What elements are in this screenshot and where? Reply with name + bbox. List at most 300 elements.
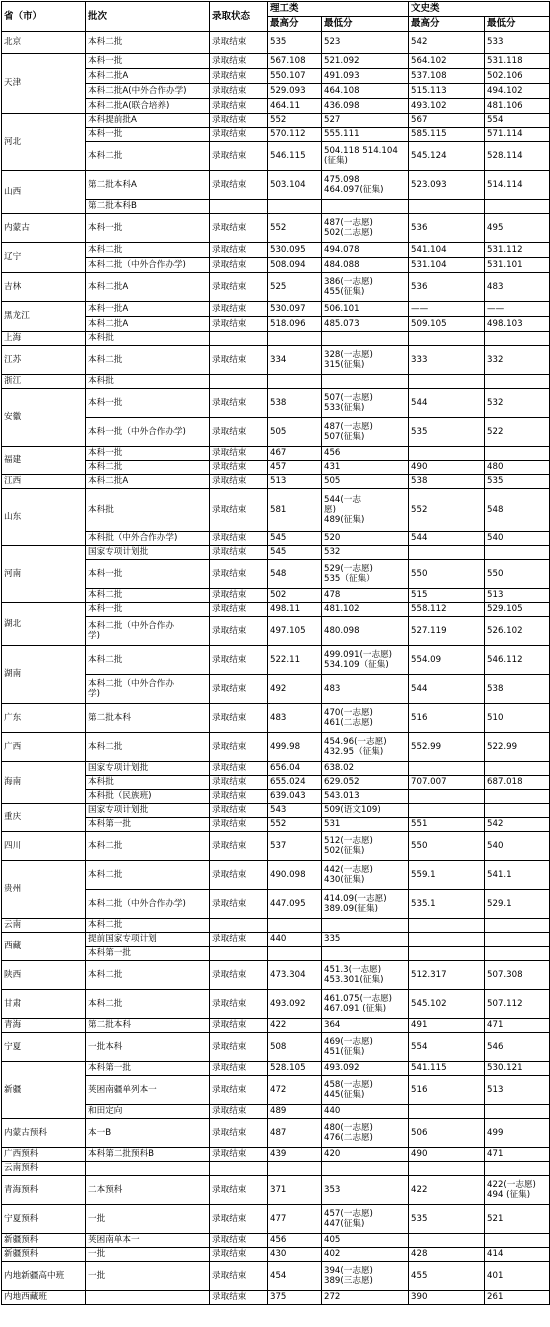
status-cell: 录取结束	[210, 861, 268, 890]
liberal-max-cell: 541.104	[409, 243, 485, 258]
science-min-cell: 414.09(一志愿) 389.09(征集)	[322, 890, 409, 919]
table-row	[2, 1205, 550, 1234]
science-max-cell: 552	[268, 114, 322, 128]
liberal-max-cell: 493.102	[409, 99, 485, 114]
batch-cell: 本科一批	[86, 447, 210, 461]
liberal-min-cell: 554	[485, 114, 550, 128]
science-min-cell: 335	[322, 933, 409, 947]
science-max-cell: 334	[268, 346, 322, 375]
batch-cell: 荚困南疆单列本一	[86, 1076, 210, 1105]
status-cell: 录取结束	[210, 128, 268, 142]
liberal-max-cell: 542	[409, 32, 485, 54]
liberal-min-cell	[485, 200, 550, 214]
liberal-max-cell	[409, 1105, 485, 1119]
science-max-cell: 371	[268, 1176, 322, 1205]
liberal-min-cell: 531.112	[485, 243, 550, 258]
liberal-min-cell	[485, 375, 550, 389]
science-min-cell: 480(一志愿) 476(二志愿)	[322, 1119, 409, 1148]
science-max-cell: 552	[268, 818, 322, 832]
liberal-max-cell	[409, 200, 485, 214]
batch-cell: 本科二批	[86, 461, 210, 475]
status-cell: 录取结束	[210, 273, 268, 302]
table-body	[2, 32, 550, 1305]
batch-cell: 荚困南单本一	[86, 1234, 210, 1248]
batch-cell: 国家专项计划批	[86, 762, 210, 776]
batch-cell: 本科二批A	[86, 475, 210, 489]
liberal-max-cell: 515.113	[409, 84, 485, 99]
province-cell: 重庆	[2, 804, 86, 832]
province-cell: 内蒙古预科	[2, 1119, 86, 1148]
science-min-cell: 506.101	[322, 302, 409, 317]
liberal-min-cell: 538	[485, 675, 550, 704]
batch-cell	[86, 1291, 210, 1305]
batch-header: 批次	[86, 2, 210, 32]
science-min-cell: 394(一志愿) 389(三志愿)	[322, 1262, 409, 1291]
science-max-cell: 513	[268, 475, 322, 489]
liberal-max-cell	[409, 1234, 485, 1248]
liberal-max-cell: 506	[409, 1119, 485, 1148]
liberal-max-cell	[409, 1162, 485, 1176]
batch-cell: 一批	[86, 1262, 210, 1291]
table-row	[2, 832, 550, 861]
status-cell: 录取结束	[210, 961, 268, 990]
liberal-min-cell: 513	[485, 589, 550, 603]
science-max-cell: 639.043	[268, 790, 322, 804]
province-cell: 西藏	[2, 933, 86, 961]
status-cell: 录取结束	[210, 890, 268, 919]
liberal-max-cell: 550	[409, 832, 485, 861]
province-cell: 山东	[2, 489, 86, 546]
liberal-max-cell: 531.104	[409, 258, 485, 273]
science-min-cell: 431	[322, 461, 409, 475]
status-cell: 录取结束	[210, 84, 268, 99]
batch-cell	[86, 1162, 210, 1176]
liberal-max-cell: 333	[409, 346, 485, 375]
province-cell: 云南	[2, 919, 86, 933]
science-min-cell	[322, 200, 409, 214]
province-cell: 河南	[2, 546, 86, 603]
liberal-min-cell: 507.112	[485, 990, 550, 1019]
liberal-min-cell: 533	[485, 32, 550, 54]
table-row	[2, 346, 550, 375]
table-row	[2, 1019, 550, 1033]
batch-cell: 本科一批	[86, 128, 210, 142]
batch-cell: 第二批本科B	[86, 200, 210, 214]
table-row	[2, 32, 550, 54]
status-cell: 录取结束	[210, 1234, 268, 1248]
liberal-min-cell: 550	[485, 560, 550, 589]
science-max-cell: 497.105	[268, 617, 322, 646]
liberal-min-cell: 535	[485, 475, 550, 489]
science-header: 理工类	[268, 2, 409, 17]
liberal-min-cell	[485, 1162, 550, 1176]
science-min-cell	[322, 919, 409, 933]
province-cell: 山西	[2, 171, 86, 214]
status-cell	[210, 332, 268, 346]
science-min-cell: 475.098 464.097(征集)	[322, 171, 409, 200]
batch-cell: 本科一批	[86, 389, 210, 418]
science-max-cell: 537	[268, 832, 322, 861]
science-max-cell	[268, 332, 322, 346]
science-min-cell: 638.02	[322, 762, 409, 776]
science-min-header: 最低分	[322, 17, 409, 32]
batch-cell: 本科批	[86, 332, 210, 346]
science-min-cell: 507(一志愿) 533(征集)	[322, 389, 409, 418]
liberal-min-cell	[485, 1105, 550, 1119]
table-row	[2, 919, 550, 933]
liberal-max-cell	[409, 947, 485, 961]
batch-cell: 本科批	[86, 375, 210, 389]
science-max-cell: 570.112	[268, 128, 322, 142]
science-max-cell: 503.104	[268, 171, 322, 200]
admission-scores-table	[1, 1, 550, 1305]
status-cell: 录取结束	[210, 99, 268, 114]
science-min-cell: 451.3(一志愿) 453.301(征集)	[322, 961, 409, 990]
science-max-header: 最高分	[268, 17, 322, 32]
science-max-cell: 498.11	[268, 603, 322, 617]
liberal-max-cell: 491	[409, 1019, 485, 1033]
liberal-min-cell: 494.102	[485, 84, 550, 99]
province-cell: 吉林	[2, 273, 86, 302]
science-min-cell: 543.013	[322, 790, 409, 804]
liberal-max-cell: 585.115	[409, 128, 485, 142]
liberal-max-cell: 558.112	[409, 603, 485, 617]
table-row	[2, 1033, 550, 1062]
province-cell: 辽宁	[2, 243, 86, 273]
batch-cell: 二本预科	[86, 1176, 210, 1205]
batch-cell: 本科二批	[86, 589, 210, 603]
table-row	[2, 302, 550, 317]
science-min-cell: 461.075(一志愿) 467.091 (征集)	[322, 990, 409, 1019]
science-max-cell: 518.096	[268, 317, 322, 332]
liberal-min-cell: 541.1	[485, 861, 550, 890]
science-min-cell: 509(语文109)	[322, 804, 409, 818]
liberal-min-cell: 480	[485, 461, 550, 475]
province-cell: 湖北	[2, 603, 86, 646]
status-cell: 录取结束	[210, 1033, 268, 1062]
science-min-cell: 523	[322, 32, 409, 54]
liberal-max-cell: 544	[409, 675, 485, 704]
liberal-max-cell: 509.105	[409, 317, 485, 332]
batch-cell: 本科一批	[86, 54, 210, 69]
status-cell	[210, 947, 268, 961]
batch-cell: 国家专项计划批	[86, 546, 210, 560]
liberal-min-header: 最低分	[485, 17, 550, 32]
table-row	[2, 332, 550, 346]
status-cell: 录取结束	[210, 1205, 268, 1234]
table-row	[2, 1062, 550, 1076]
status-cell: 录取结束	[210, 832, 268, 861]
liberal-max-cell	[409, 762, 485, 776]
science-min-cell: 532	[322, 546, 409, 560]
status-cell: 录取结束	[210, 1062, 268, 1076]
science-min-cell: 480.098	[322, 617, 409, 646]
science-min-cell: 454.96(一志愿) 432.95（征集)	[322, 733, 409, 762]
science-min-cell: 478	[322, 589, 409, 603]
science-max-cell: 467	[268, 447, 322, 461]
province-cell: 江西	[2, 475, 86, 489]
batch-cell: 第二批本科	[86, 704, 210, 733]
science-max-cell: 457	[268, 461, 322, 475]
science-max-cell: 550.107	[268, 69, 322, 84]
science-max-cell: 508	[268, 1033, 322, 1062]
province-cell: 天津	[2, 54, 86, 114]
liberal-min-cell	[485, 790, 550, 804]
batch-cell: 本科第一批	[86, 818, 210, 832]
liberal-min-cell	[485, 546, 550, 560]
status-cell: 录取结束	[210, 243, 268, 258]
status-cell: 录取结束	[210, 1248, 268, 1262]
status-cell: 录取结束	[210, 69, 268, 84]
province-cell: 广西预科	[2, 1148, 86, 1162]
province-cell: 陕西	[2, 961, 86, 990]
table-row	[2, 646, 550, 675]
province-cell: 甘肃	[2, 990, 86, 1019]
liberal-max-cell: 544	[409, 389, 485, 418]
province-cell: 北京	[2, 32, 86, 54]
liberal-max-cell: 490	[409, 1148, 485, 1162]
science-min-cell: 487(一志愿) 502(二志愿)	[322, 214, 409, 243]
liberal-min-cell: 531.118	[485, 54, 550, 69]
status-cell: 录取结束	[210, 447, 268, 461]
batch-cell: 本科一批（中外合作办学)	[86, 418, 210, 447]
liberal-max-cell: 551	[409, 818, 485, 832]
liberal-min-cell: 687.018	[485, 776, 550, 790]
batch-cell: 一批	[86, 1248, 210, 1262]
batch-cell: 提前国家专项计划	[86, 933, 210, 947]
science-min-cell: 520	[322, 532, 409, 546]
science-min-cell: 483	[322, 675, 409, 704]
table-row	[2, 489, 550, 532]
science-min-cell: 386(一志愿) 455(征集)	[322, 273, 409, 302]
science-max-cell: 567.108	[268, 54, 322, 69]
table-row	[2, 273, 550, 302]
liberal-max-cell	[409, 933, 485, 947]
science-min-cell: 499.091(一志愿) 534.109（征集)	[322, 646, 409, 675]
science-max-cell: 493.092	[268, 990, 322, 1019]
liberal-min-cell: 502.106	[485, 69, 550, 84]
science-max-cell: 490.098	[268, 861, 322, 890]
science-max-cell: 489	[268, 1105, 322, 1119]
liberal-min-cell: 495	[485, 214, 550, 243]
science-min-cell: 493.092	[322, 1062, 409, 1076]
liberal-max-cell: 550	[409, 560, 485, 589]
liberal-min-cell: 521	[485, 1205, 550, 1234]
liberal-max-cell: 545.102	[409, 990, 485, 1019]
liberal-min-cell	[485, 332, 550, 346]
batch-cell: 本科二批	[86, 32, 210, 54]
status-cell: 录取结束	[210, 560, 268, 589]
province-cell: 宁夏	[2, 1033, 86, 1062]
science-max-cell: 472	[268, 1076, 322, 1105]
liberal-min-cell: 546.112	[485, 646, 550, 675]
liberal-max-cell: 390	[409, 1291, 485, 1305]
science-max-cell: 530.095	[268, 243, 322, 258]
status-cell: 录取结束	[210, 142, 268, 171]
table-row	[2, 214, 550, 243]
science-max-cell: 464.11	[268, 99, 322, 114]
status-header: 录取状态	[210, 2, 268, 32]
status-cell: 录取结束	[210, 1076, 268, 1105]
table-row	[2, 961, 550, 990]
liberal-min-cell: 548	[485, 489, 550, 532]
science-max-cell: 487	[268, 1119, 322, 1148]
science-min-cell: 442(一志愿) 430(征集)	[322, 861, 409, 890]
liberal-min-cell: 261	[485, 1291, 550, 1305]
batch-cell: 本科二批A(联合培养)	[86, 99, 210, 114]
liberal-min-cell: 514.114	[485, 171, 550, 200]
batch-cell: 本科二批	[86, 990, 210, 1019]
province-cell: 内地新疆高中班	[2, 1262, 86, 1291]
science-min-cell: 491.093	[322, 69, 409, 84]
liberal-min-cell: 571.114	[485, 128, 550, 142]
science-max-cell: 545	[268, 546, 322, 560]
science-min-cell: 440	[322, 1105, 409, 1119]
batch-cell: 本科批（中外合作办学)	[86, 532, 210, 546]
table-row	[2, 1234, 550, 1248]
table-row	[2, 1119, 550, 1148]
liberal-min-cell: 401	[485, 1262, 550, 1291]
batch-cell: 本科二批A(中外合作办学)	[86, 84, 210, 99]
batch-cell: 本科第一批	[86, 947, 210, 961]
status-cell	[210, 919, 268, 933]
science-min-cell: 457(一志愿) 447(征集)	[322, 1205, 409, 1234]
liberal-max-cell: 535	[409, 1205, 485, 1234]
status-cell: 录取结束	[210, 733, 268, 762]
science-max-cell: 499.98	[268, 733, 322, 762]
batch-cell: 本科一批A	[86, 302, 210, 317]
province-cell: 浙江	[2, 375, 86, 389]
science-max-cell: 581	[268, 489, 322, 532]
liberal-max-cell: 428	[409, 1248, 485, 1262]
status-cell: 录取结束	[210, 646, 268, 675]
liberal-max-cell	[409, 790, 485, 804]
science-max-cell: 656.04	[268, 762, 322, 776]
status-cell: 录取结束	[210, 1176, 268, 1205]
status-cell: 录取结束	[210, 1148, 268, 1162]
province-cell: 安徽	[2, 389, 86, 447]
status-cell: 录取结束	[210, 214, 268, 243]
liberal-min-cell: 510	[485, 704, 550, 733]
liberal-min-cell: 530.121	[485, 1062, 550, 1076]
liberal-max-cell: 564.102	[409, 54, 485, 69]
status-cell: 录取结束	[210, 54, 268, 69]
batch-cell: 本科提前批A	[86, 114, 210, 128]
status-cell: 录取结束	[210, 461, 268, 475]
liberal-min-cell: 542	[485, 818, 550, 832]
table-row	[2, 546, 550, 560]
batch-cell: 本科批	[86, 489, 210, 532]
science-min-cell: 529(一志愿) 535（征集）	[322, 560, 409, 589]
batch-cell: 本科二批	[86, 243, 210, 258]
table-row	[2, 447, 550, 461]
science-max-cell: 552	[268, 214, 322, 243]
batch-cell: 本科二批（中外合作办学)	[86, 258, 210, 273]
liberal-min-cell: 529.1	[485, 890, 550, 919]
liberal-min-cell	[485, 947, 550, 961]
liberal-min-cell: 483	[485, 273, 550, 302]
batch-cell: 一批	[86, 1205, 210, 1234]
science-max-cell: 525	[268, 273, 322, 302]
science-min-cell: 420	[322, 1148, 409, 1162]
liberal-max-cell: 515	[409, 589, 485, 603]
status-cell: 录取结束	[210, 933, 268, 947]
liberal-max-cell	[409, 375, 485, 389]
table-row	[2, 1248, 550, 1262]
liberal-min-cell: 526.102	[485, 617, 550, 646]
science-min-cell: 629.052	[322, 776, 409, 790]
liberal-max-cell	[409, 804, 485, 818]
liberal-min-cell: ——	[485, 302, 550, 317]
science-min-cell: 505	[322, 475, 409, 489]
liberal-max-cell: 545.124	[409, 142, 485, 171]
science-max-cell: 477	[268, 1205, 322, 1234]
batch-cell: 本科二批	[86, 919, 210, 933]
status-cell: 录取结束	[210, 1119, 268, 1148]
table-row	[2, 1291, 550, 1305]
batch-cell: 和田定向	[86, 1105, 210, 1119]
science-max-cell: 522.11	[268, 646, 322, 675]
status-cell: 录取结束	[210, 546, 268, 560]
science-min-cell: 464.108	[322, 84, 409, 99]
science-min-cell: 485.073	[322, 317, 409, 332]
science-min-cell: 470(一志愿) 461(二志愿)	[322, 704, 409, 733]
batch-cell: 本科批	[86, 776, 210, 790]
liberal-max-cell: ——	[409, 302, 485, 317]
province-cell: 新疆	[2, 1062, 86, 1119]
science-max-cell: 473.304	[268, 961, 322, 990]
table-row	[2, 475, 550, 489]
liberal-max-cell: 536	[409, 273, 485, 302]
batch-cell: 本科二批A	[86, 273, 210, 302]
province-cell: 新疆预科	[2, 1248, 86, 1262]
province-cell: 河北	[2, 114, 86, 171]
table-row	[2, 1162, 550, 1176]
science-max-cell: 492	[268, 675, 322, 704]
table-row	[2, 375, 550, 389]
status-cell	[210, 375, 268, 389]
liberal-max-cell: 535.1	[409, 890, 485, 919]
science-min-cell: 494.078	[322, 243, 409, 258]
status-cell: 录取结束	[210, 617, 268, 646]
batch-cell: 第二批本科A	[86, 171, 210, 200]
science-min-cell: 484.088	[322, 258, 409, 273]
province-cell: 四川	[2, 832, 86, 861]
province-cell: 新疆预科	[2, 1234, 86, 1248]
batch-cell: 本科二批	[86, 961, 210, 990]
province-header: 省（市）	[2, 2, 86, 32]
liberal-min-cell	[485, 919, 550, 933]
liberal-max-cell: 554	[409, 1033, 485, 1062]
science-max-cell	[268, 1162, 322, 1176]
batch-cell: 本科二批	[86, 142, 210, 171]
status-cell: 录取结束	[210, 32, 268, 54]
status-cell: 录取结束	[210, 171, 268, 200]
province-cell: 云南预科	[2, 1162, 86, 1176]
province-cell: 青海预科	[2, 1176, 86, 1205]
liberal-min-cell: 471	[485, 1148, 550, 1162]
science-max-cell: 447.095	[268, 890, 322, 919]
liberal-max-cell: 707.007	[409, 776, 485, 790]
status-cell: 录取结束	[210, 1105, 268, 1119]
status-cell: 录取结束	[210, 704, 268, 733]
table-row	[2, 54, 550, 69]
liberal-max-cell: 527.119	[409, 617, 485, 646]
liberal-max-cell: 490	[409, 461, 485, 475]
science-max-cell: 505	[268, 418, 322, 447]
province-cell: 贵州	[2, 861, 86, 919]
province-cell: 宁夏预科	[2, 1205, 86, 1234]
